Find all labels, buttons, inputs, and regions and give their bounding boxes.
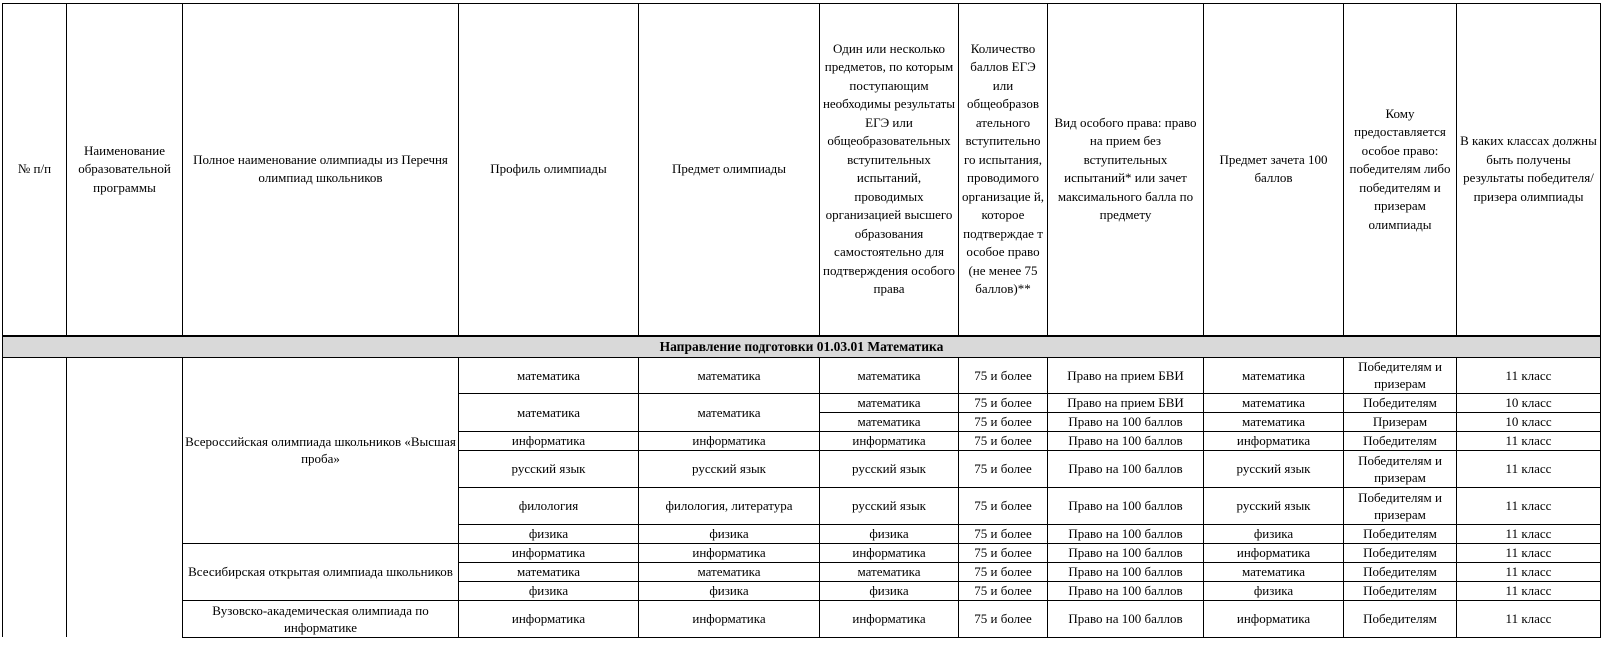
right-cell: Право на прием БВИ [1048, 393, 1204, 412]
score-cell: 75 и более [959, 562, 1048, 581]
score-cell: 75 и более [959, 581, 1048, 600]
header-ege-subjects: Один или несколько предметов, по которым поступающим необходимы результаты ЕГЭ или общеобразовательных вступительных испытаний, проводимых организацией высшего образования самостоятельно для подтверждения особого права [820, 4, 959, 336]
right-cell: Право на 100 баллов [1048, 412, 1204, 431]
header-subject: Предмет олимпиады [639, 4, 820, 336]
header-grades: В каких классах должны быть получены результаты победителя/призера олимпиады [1457, 4, 1601, 336]
whom-cell: Победителям [1344, 431, 1457, 450]
table-row [3, 543, 1601, 562]
credit-cell: физика [1204, 524, 1344, 543]
score-cell: 75 и более [959, 412, 1048, 431]
right-cell: Право на 100 баллов [1048, 524, 1204, 543]
credit-cell: физика [1204, 581, 1344, 600]
whom-cell: Победителям [1344, 581, 1457, 600]
right-cell: Право на 100 баллов [1048, 487, 1204, 524]
credit-cell: информатика [1204, 543, 1344, 562]
header-right: Вид особого права: право на прием без вступительных испытаний* или зачет максимального балла по предмету [1048, 4, 1204, 336]
olympiad-table [2, 3, 1601, 638]
header-profile: Профиль олимпиады [459, 4, 639, 336]
subject-cell: информатика [639, 431, 820, 450]
subject-cell: математика [639, 357, 820, 393]
grade-cell: 10 класс [1457, 412, 1601, 431]
grade-cell: 11 класс [1457, 543, 1601, 562]
profile-cell: филология [459, 487, 639, 524]
grade-cell: 11 класс [1457, 431, 1601, 450]
subject-cell: информатика [639, 543, 820, 562]
score-cell: 75 и более [959, 543, 1048, 562]
subject-cell: информатика [639, 600, 820, 637]
profile-cell: информатика [459, 600, 639, 637]
whom-cell: Победителям [1344, 543, 1457, 562]
credit-cell: русский язык [1204, 450, 1344, 487]
profile-cell: физика [459, 524, 639, 543]
grade-cell: 11 класс [1457, 450, 1601, 487]
header-score: Количество баллов ЕГЭ или общеобразов ательного вступительно го испытания, проводимого организацие й, которое подтверждае т особое право (не менее 75 баллов)** [959, 4, 1048, 336]
subject-cell: русский язык [639, 450, 820, 487]
header-row [3, 4, 1601, 336]
grade-cell: 11 класс [1457, 600, 1601, 637]
num-cell [3, 357, 67, 637]
profile-cell: математика [459, 562, 639, 581]
profile-cell: информатика [459, 431, 639, 450]
credit-cell: математика [1204, 357, 1344, 393]
olympiad-cell: Всесибирская открытая олимпиада школьников [183, 543, 459, 600]
right-cell: Право на 100 баллов [1048, 562, 1204, 581]
grade-cell: 11 класс [1457, 487, 1601, 524]
credit-cell: математика [1204, 412, 1344, 431]
header-olympiad: Полное наименование олимпиады из Перечня олимпиад школьников [183, 4, 459, 336]
score-cell: 75 и более [959, 524, 1048, 543]
subject-cell: математика [639, 393, 820, 431]
profile-cell: физика [459, 581, 639, 600]
score-cell: 75 и более [959, 600, 1048, 637]
table-row [3, 600, 1601, 637]
olympiad-cell: Всероссийская олимпиада школьников «Высшая проба» [183, 357, 459, 543]
header-num: № п/п [3, 4, 67, 336]
ege-subject-cell: информатика [820, 431, 959, 450]
ege-subject-cell: физика [820, 524, 959, 543]
right-cell: Право на 100 баллов [1048, 581, 1204, 600]
ege-subject-cell: физика [820, 581, 959, 600]
subject-cell: филология, литература [639, 487, 820, 524]
right-cell: Право на 100 баллов [1048, 600, 1204, 637]
right-cell: Право на прием БВИ [1048, 357, 1204, 393]
ege-subject-cell: математика [820, 357, 959, 393]
table-row [3, 357, 1601, 393]
grade-cell: 10 класс [1457, 393, 1601, 412]
right-cell: Право на 100 баллов [1048, 543, 1204, 562]
subject-cell: физика [639, 581, 820, 600]
score-cell: 75 и более [959, 431, 1048, 450]
whom-cell: Победителям и призерам [1344, 357, 1457, 393]
header-whom: Кому предоставляется особое право: победителям либо победителям и призерам олимпиады [1344, 4, 1457, 336]
profile-cell: математика [459, 357, 639, 393]
right-cell: Право на 100 баллов [1048, 450, 1204, 487]
score-cell: 75 и более [959, 487, 1048, 524]
header-program: Наименование образовательной программы [67, 4, 183, 336]
credit-cell: информатика [1204, 431, 1344, 450]
profile-cell: информатика [459, 543, 639, 562]
profile-cell: русский язык [459, 450, 639, 487]
right-cell: Право на 100 баллов [1048, 431, 1204, 450]
section-row [3, 336, 1601, 358]
ege-subject-cell: математика [820, 562, 959, 581]
ege-subject-cell: математика [820, 393, 959, 412]
ege-subject-cell: информатика [820, 543, 959, 562]
credit-cell: математика [1204, 562, 1344, 581]
whom-cell: Победителям [1344, 600, 1457, 637]
subject-cell: математика [639, 562, 820, 581]
ege-subject-cell: математика [820, 412, 959, 431]
whom-cell: Призерам [1344, 412, 1457, 431]
olympiad-cell: Вузовско-академическая олимпиада по информатике [183, 600, 459, 637]
grade-cell: 11 класс [1457, 581, 1601, 600]
whom-cell: Победителям [1344, 524, 1457, 543]
whom-cell: Победителям [1344, 393, 1457, 412]
credit-cell: информатика [1204, 600, 1344, 637]
profile-cell: математика [459, 393, 639, 431]
whom-cell: Победителям [1344, 562, 1457, 581]
subject-cell: физика [639, 524, 820, 543]
grade-cell: 11 класс [1457, 562, 1601, 581]
ege-subject-cell: русский язык [820, 450, 959, 487]
credit-cell: математика [1204, 393, 1344, 412]
score-cell: 75 и более [959, 357, 1048, 393]
ege-subject-cell: информатика [820, 600, 959, 637]
ege-subject-cell: русский язык [820, 487, 959, 524]
program-cell [67, 357, 183, 637]
section-title: Направление подготовки 01.03.01 Математика [3, 336, 1601, 358]
whom-cell: Победителям и призерам [1344, 487, 1457, 524]
score-cell: 75 и более [959, 450, 1048, 487]
grade-cell: 11 класс [1457, 524, 1601, 543]
whom-cell: Победителям и призерам [1344, 450, 1457, 487]
score-cell: 75 и более [959, 393, 1048, 412]
credit-cell: русский язык [1204, 487, 1344, 524]
grade-cell: 11 класс [1457, 357, 1601, 393]
header-credit-subject: Предмет зачета 100 баллов [1204, 4, 1344, 336]
